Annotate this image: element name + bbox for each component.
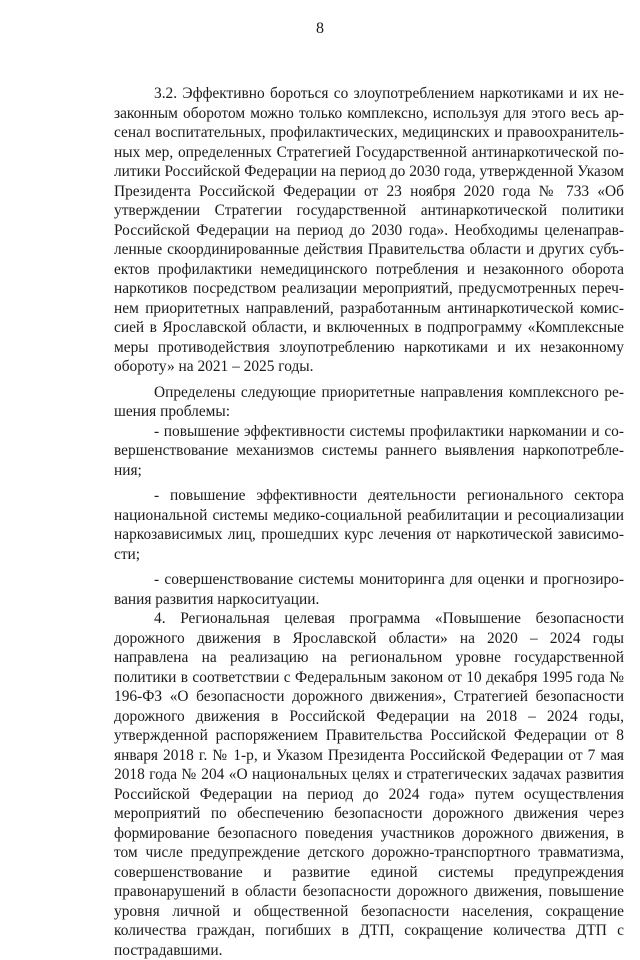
paragraph-4-road-safety: 4. Региональная целевая программа «Повышение безопасности дорожного движения в Ярославской области» на 2020 – 2024 годы направлена на реализацию на региональном уровне государственной политики в соответствии с Федеральным законом от 10 декабря 1995 года № 196-ФЗ «О безопасности дорожного движения», Стратегией безопасности дорожного движения в Российской Федерации на 2018 – 2024 годы, утвержденной распоряжением Правительства Российской Федерации от 8 января 2018 г. № 1-р, и Указом Президента Российской Федерации от 7 мая 2018 года № 204 «О национальных целях и стратегических задачах развития Российской Федерации на период до 2024 года» путем осуществления мероприятий по обеспечению безопасности дорожного движения через формирование безопасного поведения участников дорожного движения, в том числе предупреждение детского дорожно-транспортного травматизма, совершенствование и развитие единой системы предупреждения правонарушений в области безопасности дорожного движения, повышение уровня личной и общественной безопасности населения, сокращение количества граждан, погибших в ДТП, сокращение количества ДТП с пострадавшими. — [114, 610, 624, 959]
paragraph-priorities-intro: Определены следующие приоритетные направления комплексного решения проблемы: — [114, 383, 624, 420]
list-item-prevention: - повышение эффективности системы профилактики наркомании и совершенствование механизмов системы раннего выявления наркопотребления; — [114, 422, 624, 479]
list-item-rehabilitation: - повышение эффективности деятельности регионального сектора национальной системы медико-социальной реабилитации и ресоциализации наркозависимых лиц, прошедших курс лечения от наркотической зависимости; — [114, 487, 624, 563]
document-body — [114, 84, 624, 960]
page-number: 8 — [316, 20, 324, 37]
list-item-monitoring: - совершенствование системы мониторинга для оценки и прогнозирования развития наркоситуации. — [114, 571, 624, 608]
paragraph-3-2: 3.2. Эффективно бороться со злоупотреблением наркотиками и их незаконным оборотом можно только комплексно, используя для этого весь арсенал воспитательных, профилактических, медицинских и правоохранительных мер, определенных Стратегией Государственной антинаркотической политики Российской Федерации на период до 2030 года, утвержденной Указом Президента Российской Федерации от 23 ноября 2020 года № 733 «Об утверждении Стратегии государственной антинаркотической политики Российской Федерации на период до 2030 года». Необходимы целенаправленные скоординированные действия Правительства области и других субъектов профилактики немедицинского потребления и незаконного оборота наркотиков посредством реализации мероприятий, предусмотренных перечнем приоритетных направлений, разработанным антинаркотической комиссией в Ярославской области, и включенных в подпрограмму «Комплексные меры противодействия злоупотреблению наркотиками и их незаконному обороту» на 2021 – 2025 годы. — [114, 85, 624, 375]
